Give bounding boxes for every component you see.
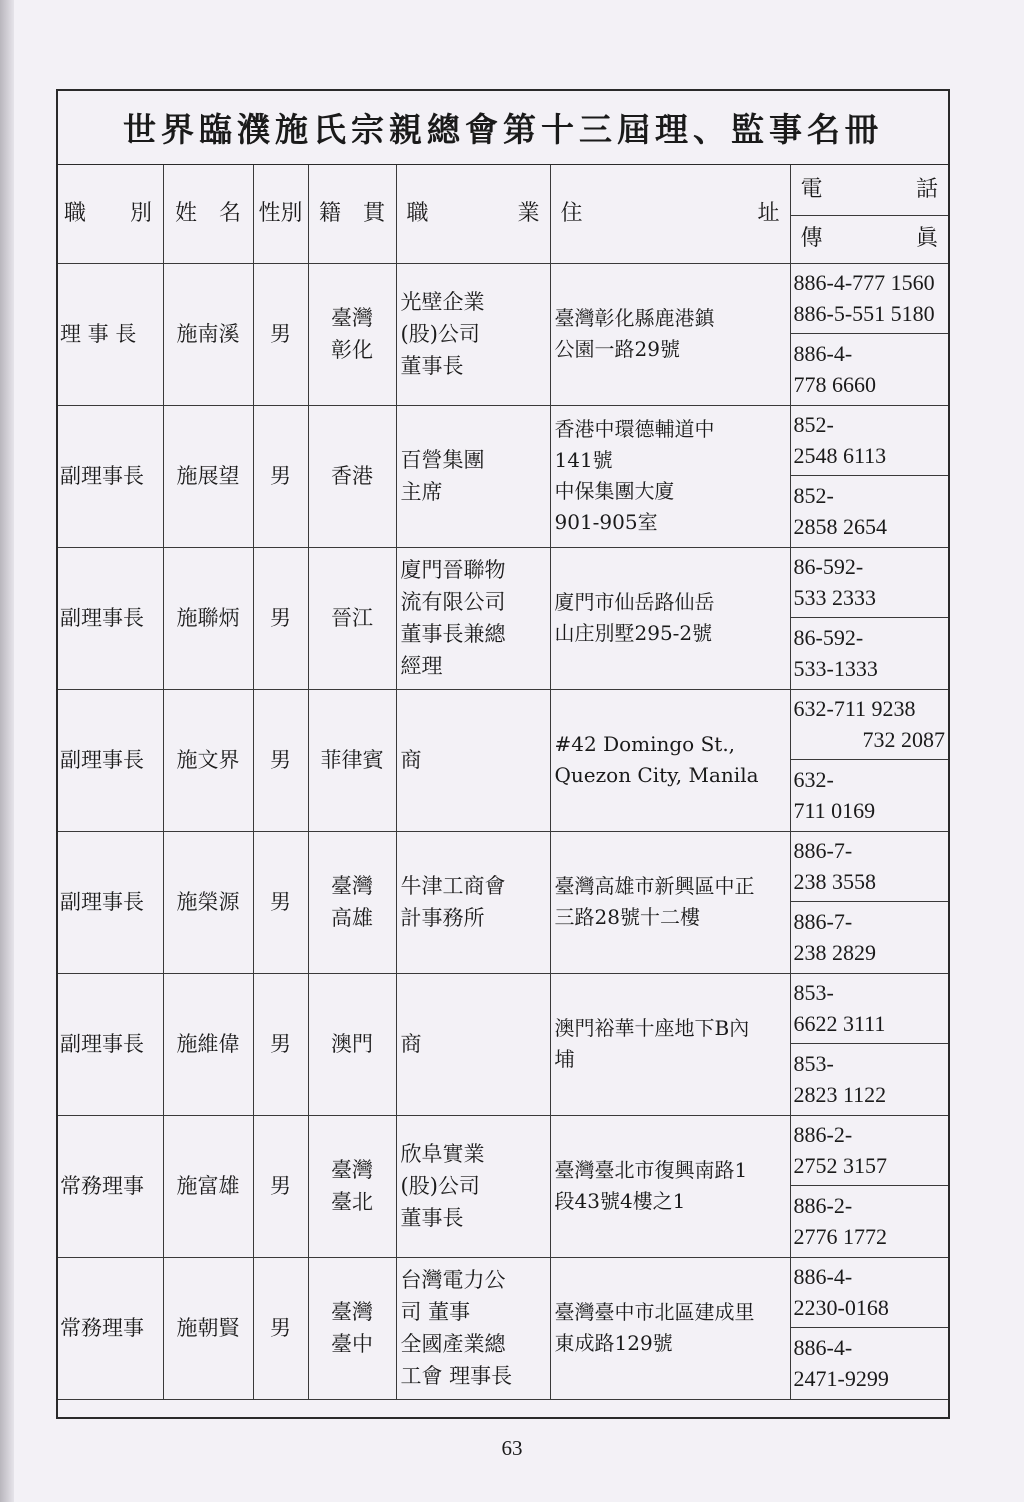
member-sex: 男 — [253, 1257, 308, 1399]
telephone-number: 886-4- 2230-0168 — [793, 1264, 889, 1320]
member-fax: 853- 2823 1122 — [790, 1043, 948, 1115]
member-origin: 澳門 — [308, 973, 396, 1115]
roster-table — [58, 165, 948, 1400]
member-address: 臺灣臺中市北區建成里 東成路129號 — [550, 1257, 790, 1399]
member-sex: 男 — [253, 263, 308, 405]
page-title: 世界臨濮施氏宗親總會第十三屆理、監事名冊 — [58, 91, 948, 165]
member-fax: 886-7- 238 2829 — [790, 901, 948, 973]
header-row-top — [58, 165, 948, 215]
header-fax — [790, 215, 948, 263]
header-origin: 籍 貫 — [308, 165, 396, 263]
member-fax: 852- 2858 2654 — [790, 475, 948, 547]
member-job: 光壁企業 (股)公司 董事長 — [396, 263, 550, 405]
member-job: 欣阜實業 (股)公司 董事長 — [396, 1115, 550, 1257]
member-sex: 男 — [253, 405, 308, 547]
member-origin: 臺灣 高雄 — [308, 831, 396, 973]
member-row — [58, 689, 948, 759]
page-number: 63 — [501, 1436, 523, 1460]
member-address: #42 Domingo St., Quezon City, Manila — [550, 689, 790, 831]
member-row — [58, 973, 948, 1043]
member-origin: 香港 — [308, 405, 396, 547]
member-job: 牛津工商會 計事務所 — [396, 831, 550, 973]
member-job: 商 — [396, 973, 550, 1115]
member-name: 施文界 — [163, 689, 253, 831]
member-name: 施富雄 — [163, 1115, 253, 1257]
member-fax: 886-4- 2471-9299 — [790, 1327, 948, 1399]
member-job: 廈門晉聯物 流有限公司 董事長兼總 經理 — [396, 547, 550, 689]
member-origin: 臺灣 彰化 — [308, 263, 396, 405]
member-origin: 菲律賓 — [308, 689, 396, 831]
member-address: 臺灣彰化縣鹿港鎮 公園一路29號 — [550, 263, 790, 405]
member-sex: 男 — [253, 831, 308, 973]
header-role: 職 別 — [58, 165, 163, 263]
header-job-a: 職 — [406, 200, 429, 226]
member-row — [58, 263, 948, 333]
header-job-b: 業 — [517, 200, 540, 226]
member-name: 施聯炳 — [163, 547, 253, 689]
header-tel-a: 電 — [800, 176, 823, 202]
member-row — [58, 547, 948, 617]
member-sex: 男 — [253, 689, 308, 831]
telephone-number: 886-2- 2752 3157 — [793, 1122, 887, 1178]
member-sex: 男 — [253, 973, 308, 1115]
member-name: 施南溪 — [163, 263, 253, 405]
member-row — [58, 1115, 948, 1185]
roster-frame — [56, 89, 950, 1419]
member-role: 副理事長 — [58, 831, 163, 973]
member-role: 常務理事 — [58, 1115, 163, 1257]
header-addr-b: 址 — [757, 200, 780, 226]
header-fax-b: 眞 — [915, 226, 938, 251]
header-addr-a: 住 — [560, 200, 583, 226]
member-telephone — [790, 547, 948, 617]
member-role: 副理事長 — [58, 973, 163, 1115]
member-sex: 男 — [253, 547, 308, 689]
header-job — [396, 165, 550, 263]
member-telephone — [790, 1257, 948, 1327]
member-role: 副理事長 — [58, 689, 163, 831]
member-role: 副理事長 — [58, 405, 163, 547]
header-tel-b: 話 — [915, 176, 938, 202]
member-row — [58, 1257, 948, 1327]
member-address: 香港中環德輔道中 141號 中保集團大廈 901-905室 — [550, 405, 790, 547]
member-telephone — [790, 405, 948, 475]
telephone-number: 853- 6622 3111 — [793, 980, 886, 1036]
member-row — [58, 405, 948, 475]
member-telephone — [790, 973, 948, 1043]
header-addr — [550, 165, 790, 263]
telephone-number: 632-711 9238 — [793, 696, 916, 721]
member-telephone — [790, 263, 948, 333]
telephone-number: 886-4-777 1560 886-5-551 5180 — [793, 270, 935, 326]
member-address: 臺灣臺北市復興南路1 段43號4樓之1 — [550, 1115, 790, 1257]
member-telephone — [790, 689, 948, 759]
member-fax: 86-592- 533-1333 — [790, 617, 948, 689]
member-fax: 632- 711 0169 — [790, 759, 948, 831]
member-name: 施展望 — [163, 405, 253, 547]
telephone-number: 886-7- 238 3558 — [793, 838, 876, 894]
member-fax: 886-4- 778 6660 — [790, 333, 948, 405]
member-address: 澳門裕華十座地下B內 埔 — [550, 973, 790, 1115]
header-name: 姓 名 — [163, 165, 253, 263]
header-fax-a: 傳 — [800, 226, 823, 251]
member-fax: 886-2- 2776 1772 — [790, 1185, 948, 1257]
member-address: 廈門市仙岳路仙岳 山庄別墅295-2號 — [550, 547, 790, 689]
member-job: 商 — [396, 689, 550, 831]
member-origin: 晉江 — [308, 547, 396, 689]
member-role: 副理事長 — [58, 547, 163, 689]
member-origin: 臺灣 臺北 — [308, 1115, 396, 1257]
member-job: 台灣電力公 司 董事 全國產業總 工會 理事長 — [396, 1257, 550, 1399]
header-sex: 性別 — [253, 165, 308, 263]
member-address: 臺灣高雄市新興區中正 三路28號十二樓 — [550, 831, 790, 973]
member-origin: 臺灣 臺中 — [308, 1257, 396, 1399]
telephone-number-2: 732 2087 — [862, 727, 945, 752]
member-role: 常務理事 — [58, 1257, 163, 1399]
member-sex: 男 — [253, 1115, 308, 1257]
member-job: 百營集團 主席 — [396, 405, 550, 547]
book-spine-shadow — [0, 0, 14, 1502]
member-row — [58, 831, 948, 901]
member-name: 施朝賢 — [163, 1257, 253, 1399]
member-name: 施維偉 — [163, 973, 253, 1115]
member-telephone — [790, 1115, 948, 1185]
telephone-number: 852- 2548 6113 — [793, 412, 887, 468]
telephone-number: 86-592- 533 2333 — [793, 554, 876, 610]
member-name: 施榮源 — [163, 831, 253, 973]
header-tel — [790, 165, 948, 215]
member-telephone — [790, 831, 948, 901]
member-role: 理 事 長 — [58, 263, 163, 405]
